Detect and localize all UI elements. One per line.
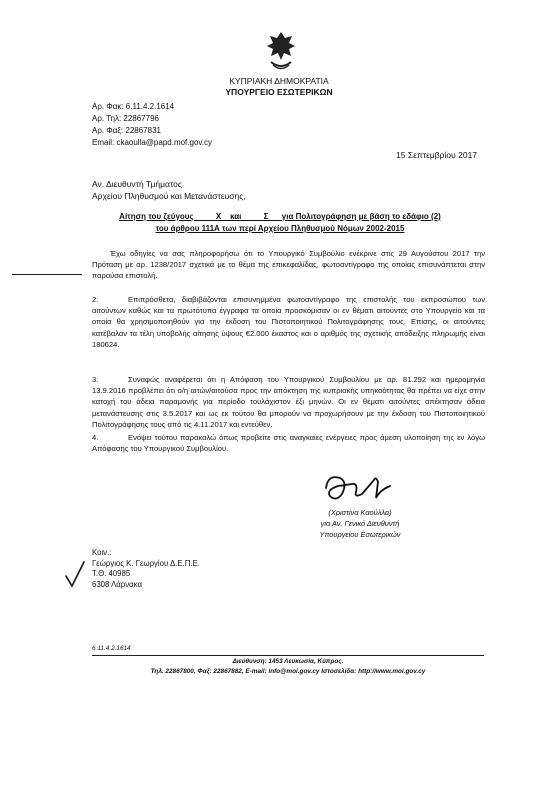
footer-contacts: Τηλ. 22867800, Φαξ: 22867882, E-mail: info@moi.gov.cy Ιστοσελίδα: http://www.moi.gov.cy <box>150 668 426 675</box>
subject-line-1: Αίτηση του ζεύγους Χ και Σ για Πολιτογράφηση με βάση το εδάφιο (2) <box>119 212 441 221</box>
addressee-title: Αν. Διευθυντή Τμήματος <box>92 179 183 189</box>
fax-number: Αρ. Φαξ: 22867831 <box>92 126 161 135</box>
addressee-department: Αρχείου Πληθυσμού και Μετανάστευσης, <box>92 191 246 201</box>
ministry-name: ΥΠΟΥΡΓΕΙΟ ΕΣΩΤΕΡΙΚΩΝ <box>225 87 333 97</box>
country-name: ΚΥΠΡΙΑΚΗ ΔΗΜΟΚΡΑΤΙΑ <box>229 76 329 86</box>
paragraph-2-number: 2. <box>92 295 99 304</box>
paragraph-3 <box>92 374 485 430</box>
paragraph-1 <box>92 248 485 282</box>
signer-role: για Αν. Γενικό Διευθυντή <box>320 519 400 528</box>
checkmark-icon <box>64 560 86 588</box>
footer-divider <box>92 655 484 656</box>
cc-label: Κοιν.: <box>92 548 112 557</box>
margin-mark <box>12 274 82 275</box>
addressee-block <box>92 178 246 202</box>
cc-line-2: Τ.Θ. 40985 <box>92 569 131 579</box>
subject-line-2: του άρθρου 111Α των περί Αρχείου Πληθυσμού Νόμων 2002-2015 <box>155 224 405 233</box>
signer-organization: Υπουργείου Εσωτερικών <box>319 530 401 539</box>
paragraph-2 <box>92 294 485 350</box>
letter-date: 15 Σεπτεμβρίου 2017 <box>396 150 478 160</box>
paragraph-4-number: 4. <box>92 433 99 442</box>
file-number: Αρ. Φακ: 6.11.4.2.1614 <box>92 102 175 111</box>
coat-of-arms-icon <box>265 30 297 72</box>
email-address: Email: ckaoulla@papd.mof.gov.cy <box>92 138 213 147</box>
footer-address: Διεύθυνση: 1453 Λευκωσία, Κύπρος. <box>232 658 344 665</box>
signer-name: (Χριστίνα Καούλλα) <box>328 508 392 517</box>
reference-block <box>92 101 212 149</box>
paragraph-4 <box>92 432 485 454</box>
cc-line-3: 6308 Λάρνακα <box>92 579 142 589</box>
paragraph-3-number: 3. <box>92 375 99 384</box>
subject-line <box>80 211 480 235</box>
cc-line-1: Γεώργιος Κ. Γεωργίου Δ.Ε.Π.Ε. <box>92 558 200 568</box>
paragraph-2-text: Επιπρόσθετα, διαβιβάζονται επισυνημμένα φωτοαντίγραφο της επιστολής του εκπροσώπου των αιτούντων καθώς και τα πρωτότυπα έγγραφα τα οποία προσκόμισαν οι εν θέματι αιτούντες στο Υπουργείο και τα οποία θα χρησιμοποιηθούν για την έκδοση του Πιστοποιητικού Πολιτογράφησης τους. Επίσης, οι αιτούντες κατέβαλαν τα τέλη υποβολής αίτησης ύψους €2.000 έκαστος και ο αριθμός της σχετικής απόδειξης πληρωμής είναι 180624. <box>92 295 485 349</box>
paragraph-3-text: Συναφώς αναφέρεται ότι η Απόφαση του Υπουργικού Συμβουλίου με αρ. 81.292 και ημερομηνία 13.9.2016 προβλέπει ότι ο/η αιτών/αιτούσα προς την απόκτηση της κυπριακής υπηκοότητας θα πρέπει να είχε στην κατοχή του άδεια παραμονής για περίοδο τουλάχιστον έξι μηνών. Οι εν θέματι αιτούντες απέκτησαν άδεια μετανάστευσης στις 3.5.2017 και ως εκ τούτου θα μπορούν να προχωρήσουν με την έκδοση του Πιστοποιητικού Πολιτογράφησης τους από τις 4.11.2017 και εντεύθεν. <box>92 375 485 429</box>
phone-number: Αρ. Τηλ: 22867796 <box>92 114 159 123</box>
paragraph-1-text: Έχω οδηγίες να σας πληροφορήσω ότι το Υπουργικό Συμβούλιο ενέκρινε στις 29 Αυγούστου 2017 την Πρόταση με αρ. 1238/2017 σχετικά με το θέμα της επικεφαλίδας, φωτοαντίγραφο της οποίας επισυνάπτεται στην παρούσα επιστολή. <box>92 249 485 281</box>
signature-icon <box>318 468 398 508</box>
footer-reference: 6.11.4.2.1614 <box>92 645 131 652</box>
paragraph-4-text: Ενόψει τούτου παρακαλώ όπως προβείτε στις αναγκαίες ενέργειες προς άμεση υλοποίηση της εν λόγω Απόφασης του Υπουργικού Συμβουλίου. <box>92 433 485 454</box>
copy-recipients <box>92 548 200 590</box>
